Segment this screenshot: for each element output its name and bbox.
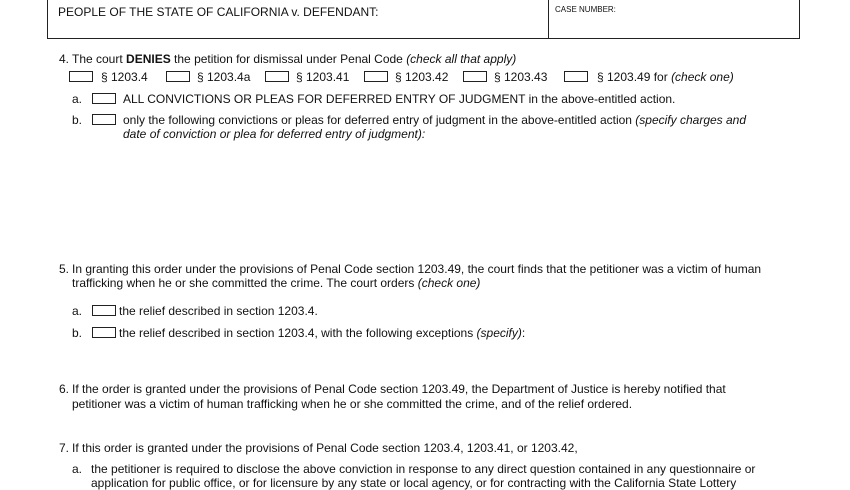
item5b-letter: b. (72, 326, 83, 340)
code-1203-4-label: § 1203.4 (101, 70, 148, 84)
item6-number: 6. (59, 382, 70, 396)
item5-number: 5. (59, 262, 70, 276)
item6-line1: If the order is granted under the provisions of Penal Code section 1203.49, the Department of Justice is hereby notified that (72, 382, 726, 396)
item7a-line2: application for public office, or for licensure by any state or local agency, or for contracting with the California State Lottery (91, 476, 737, 490)
parties-label: PEOPLE OF THE STATE OF CALIFORNIA v. DEFENDANT: (58, 5, 379, 19)
item5a-text: the relief described in section 1203.4. (119, 304, 318, 318)
checkbox-4a-all-convictions[interactable] (92, 93, 116, 104)
header-divider (548, 0, 549, 39)
checkbox-1203-41[interactable] (265, 71, 289, 82)
code-1203-41-label: § 1203.41 (296, 70, 350, 84)
checkbox-1203-49[interactable] (564, 71, 588, 82)
item4-number: 4. (59, 52, 70, 66)
code-1203-49-label: § 1203.49 for (check one) (597, 70, 734, 84)
checkbox-5a-relief[interactable] (92, 305, 116, 316)
item5b-text: the relief described in section 1203.4, with the following exceptions (specify): (119, 326, 526, 340)
checkbox-1203-4a[interactable] (166, 71, 190, 82)
case-header (47, 0, 800, 39)
checkbox-1203-43[interactable] (463, 71, 487, 82)
item6-line2: petitioner was a victim of human trafficking when he or she committed the crime, and of the relief ordered. (72, 397, 633, 411)
item7a-line1: the petitioner is required to disclose the above conviction in response to any direct question contained in any questionnaire or (91, 462, 756, 476)
checkbox-5b-relief-exceptions[interactable] (92, 327, 116, 338)
code-1203-43-label: § 1203.43 (494, 70, 548, 84)
item4b-text-line2: date of conviction or plea for deferred entry of judgment): (123, 127, 426, 141)
item7a-letter: a. (72, 462, 83, 476)
checkbox-4b-following-convictions[interactable] (92, 114, 116, 125)
item5-line1: In granting this order under the provisions of Penal Code section 1203.49, the court finds that the petitioner was a victim of human (72, 262, 762, 276)
item4a-letter: a. (72, 92, 83, 106)
checkbox-1203-4[interactable] (69, 71, 93, 82)
item7-number: 7. (59, 441, 70, 455)
checkbox-1203-42[interactable] (364, 71, 388, 82)
code-1203-42-label: § 1203.42 (395, 70, 449, 84)
item4-intro: The court DENIES the petition for dismissal under Penal Code (check all that apply) (72, 52, 517, 66)
item5-line2: trafficking when he or she committed the crime. The court orders (check one) (72, 276, 481, 290)
code-1203-4a-label: § 1203.4a (197, 70, 251, 84)
item7-line1: If this order is granted under the provisions of Penal Code section 1203.4, 1203.41, or 1203.42, (72, 441, 578, 455)
item4a-text: ALL CONVICTIONS OR PLEAS FOR DEFERRED ENTRY OF JUDGMENT in the above-entitled action. (123, 92, 676, 106)
item4b-text: only the following convictions or pleas for deferred entry of judgment in the above-entitled action (specify charges and (123, 113, 747, 127)
item5a-letter: a. (72, 304, 83, 318)
case-number-label: CASE NUMBER: (555, 5, 616, 14)
item4b-letter: b. (72, 113, 83, 127)
